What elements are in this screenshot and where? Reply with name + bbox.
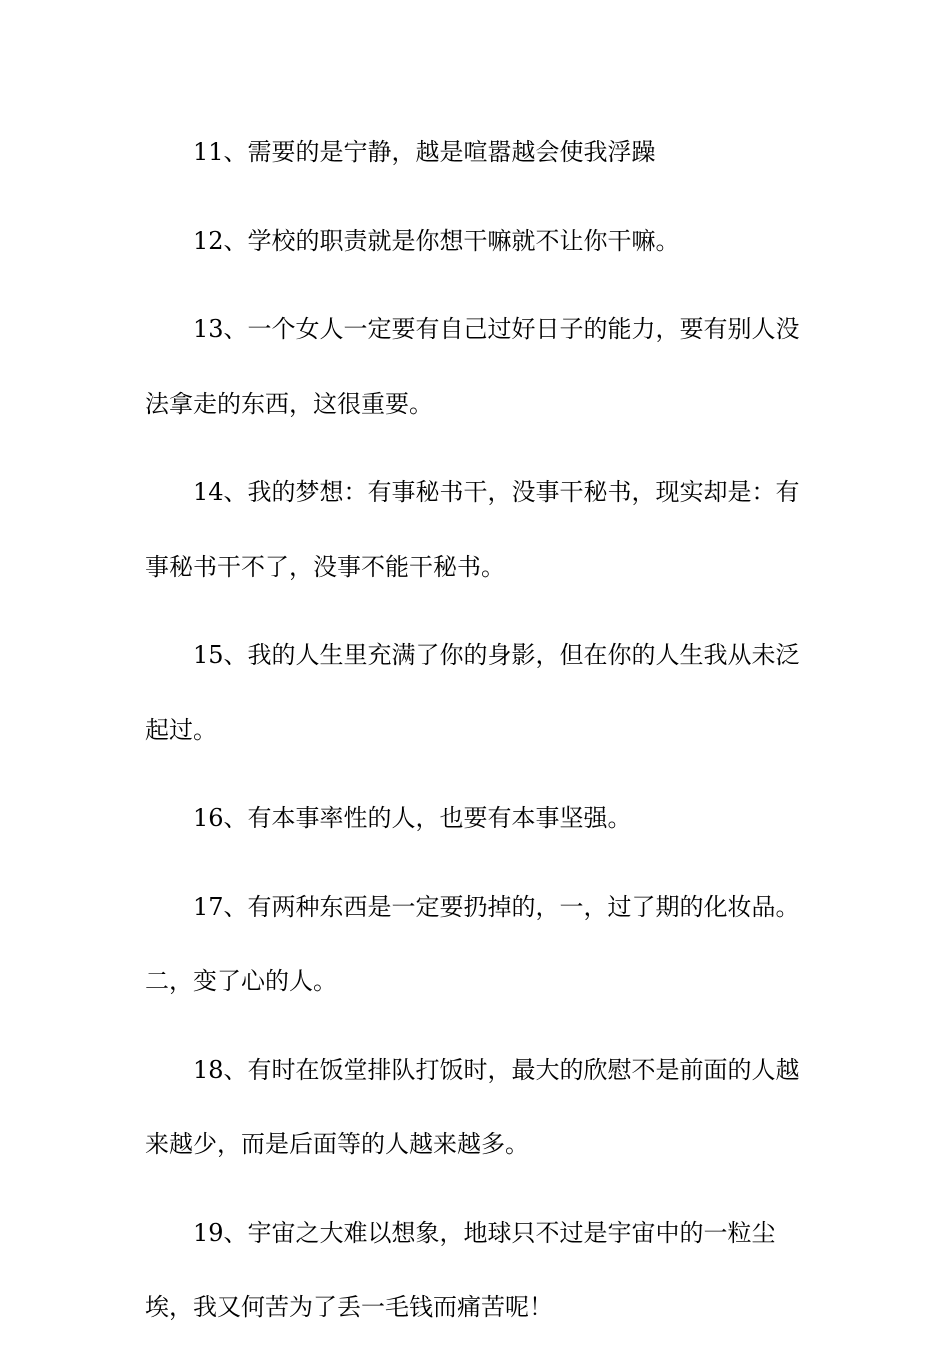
paragraph-14: 14、我的梦想：有事秘书干，没事干秘书，现实却是：有事秘书干不了，没事不能干秘书。 bbox=[145, 478, 800, 581]
paragraph-15: 15、我的人生里充满了你的身影，但在你的人生我从未泛起过。 bbox=[145, 641, 800, 744]
paragraph-12: 12、学校的职责就是你想干嘛就不让你干嘛。 bbox=[193, 226, 680, 255]
document-body bbox=[145, 115, 810, 1359]
paragraph-17: 17、有两种东西是一定要扔掉的，一，过了期的化妆品。二，变了心的人。 bbox=[145, 892, 800, 995]
paragraph-18: 18、有时在饭堂排队打饭时，最大的欣慰不是前面的人越来越少，而是后面等的人越来越多。 bbox=[145, 1055, 800, 1158]
paragraph-16: 16、有本事率性的人，也要有本事坚强。 bbox=[193, 804, 632, 832]
paragraph-11: 11、需要的是宁静，越是喧嚣越会使我浮躁 bbox=[193, 138, 656, 166]
paragraph-13: 13、一个女人一定要有自己过好日子的能力，要有别人没法拿走的东西，这很重要。 bbox=[145, 315, 800, 418]
paragraph-19: 19、宇宙之大难以想象，地球只不过是宇宙中的一粒尘埃，我又何苦为了丢一毛钱而痛苦呢！ bbox=[145, 1218, 776, 1321]
